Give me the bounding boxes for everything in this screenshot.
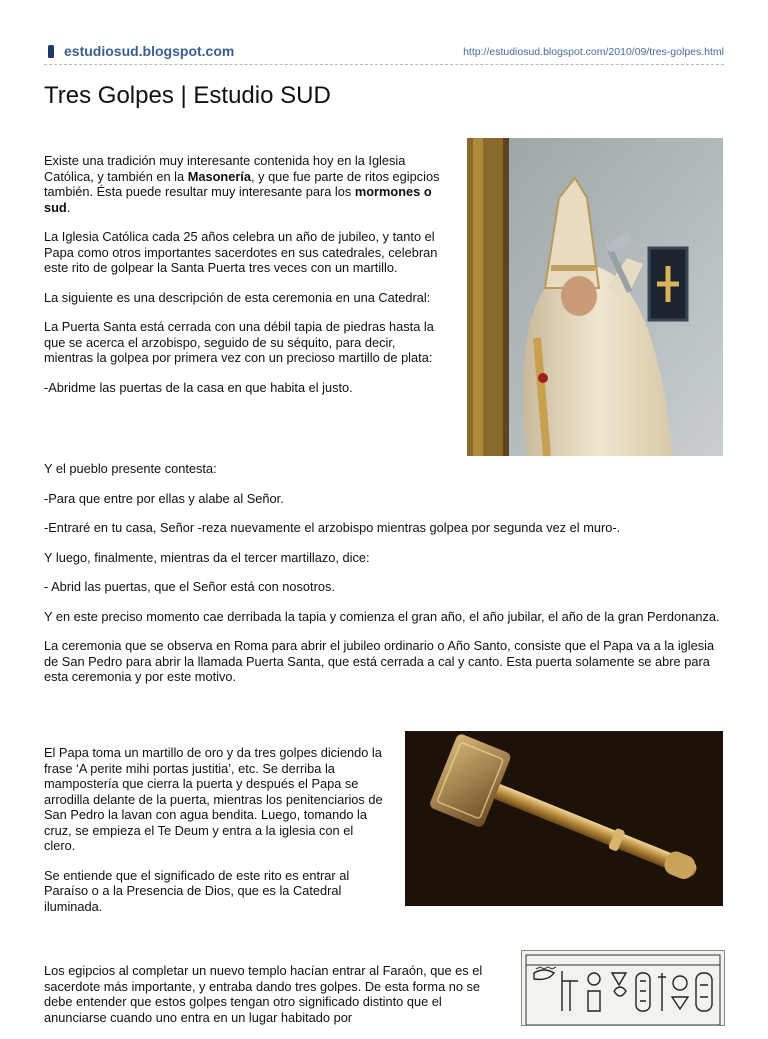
paragraph-quote-4: - Abrid las puertas, que el Señor está con nosotros. xyxy=(44,579,335,594)
paragraph-golden-hammer: El Papa toma un martillo de oro y da tres golpes diciendo la frase ‘A perite mihi portas justitia’, etc. Se derriba la mampostería que cierra la puerta y después el Papa se arrodilla delante de la puerta, mientras los penitenciarios de San Pedro la lavan con agua bendita. Luego, tomando la cruz, se empieza el Te Deum y entra a la iglesia con el clero. xyxy=(44,745,383,853)
masoneria-bold: Masonería xyxy=(187,168,251,184)
paragraph-puerta-santa: La Puerta Santa está cerrada con una débil tapia de piedras hasta la que se acerca el arzobispo, seguido de su séquito, para decir, mientras la golpea por primera vez con un precioso martillo de plata: xyxy=(44,319,434,365)
text-run: , y que fue parte de ritos egipcios también. Ésta puede resultar muy interesante para los xyxy=(44,168,440,199)
paragraph-response: Y el pueblo presente contesta: xyxy=(44,461,217,476)
body-column-full xyxy=(44,461,724,699)
page-header xyxy=(44,40,724,66)
paragraph-rome-ceremony: La ceremonia que se observa en Roma para abrir el jubileo ordinario o Año Santo, consiste que el Papa va a la iglesia de San Pedro para abrir la llamada Puerta Santa, que está cerrada a cal y canto. Esta puerta solamente se abre para esta ceremonia y por este motivo. xyxy=(44,638,715,684)
paragraph-quote-2: -Para que entre por ellas y alabe al Señor. xyxy=(44,490,284,506)
paragraph-meaning: Se entiende que el significado de este rito es entrar al Paraíso o a la Presencia de Dios, que es la Catedral iluminada. xyxy=(44,867,350,914)
hammer-image xyxy=(405,731,723,906)
hammer-column xyxy=(44,745,384,928)
hieroglyph-relief-icon xyxy=(522,951,724,1025)
blog-name-link[interactable]: estudiosud.blogspot.com xyxy=(64,43,235,59)
paragraph-third-strike: Y luego, finalmente, mientras da el tercer martillazo, dice: xyxy=(44,549,370,565)
paragraph-jubilee: La Iglesia Católica cada 25 años celebra un año de jubileo, y tanto el Papa como otros importantes sacerdotes en sus catedrales, celebran este rito de golpear la Santa Puerta tres veces con un martillo. xyxy=(44,229,438,275)
golden-hammer-icon xyxy=(405,731,723,906)
hieroglyph-image xyxy=(521,950,725,1026)
source-url-link[interactable]: http://estudiosud.blogspot.com/2010/09/tres-golpes.html xyxy=(463,46,724,58)
text-run: Existe una tradición muy interesante contenida hoy en la Iglesia Católica, y también en la xyxy=(44,153,406,184)
paragraph-intro xyxy=(44,153,446,215)
page-title: Tres Golpes | Estudio SUD xyxy=(44,82,331,109)
bishop-image xyxy=(467,138,723,456)
paragraph-description-intro: La siguiente es una descripción de esta ceremonia en una Catedral: xyxy=(44,289,431,305)
blog-icon xyxy=(48,45,54,58)
text-run: . xyxy=(66,199,71,215)
paragraph-egyptians: Los egipcios al completar un nuevo templo hacían entrar al Faraón, que es el sacerdote más importante, y entraba dando tres golpes. De esta forma no se debe entender que estos golpes tengan otro significado distinto que el anunciarse cuando uno entra en un lugar habitado por xyxy=(44,963,483,1025)
header-divider xyxy=(44,64,724,65)
egypt-column xyxy=(44,963,500,1039)
paragraph-perdonanza: Y en este preciso momento cae derribada la tapia y comienza el gran año, el año jubilar, el año de la gran Perdonanza. xyxy=(44,608,720,624)
intro-column xyxy=(44,153,446,409)
bishop-knocking-door-icon xyxy=(467,138,723,456)
paragraph-quote-3: -Entraré en tu casa, Señor -reza nuevamente el arzobispo mientras golpea por segunda vez el muro-. xyxy=(44,520,621,535)
paragraph-quote-1: -Abridme las puertas de la casa en que habita el justo. xyxy=(44,379,353,395)
mormones-bold: mormones o sud xyxy=(44,184,432,215)
